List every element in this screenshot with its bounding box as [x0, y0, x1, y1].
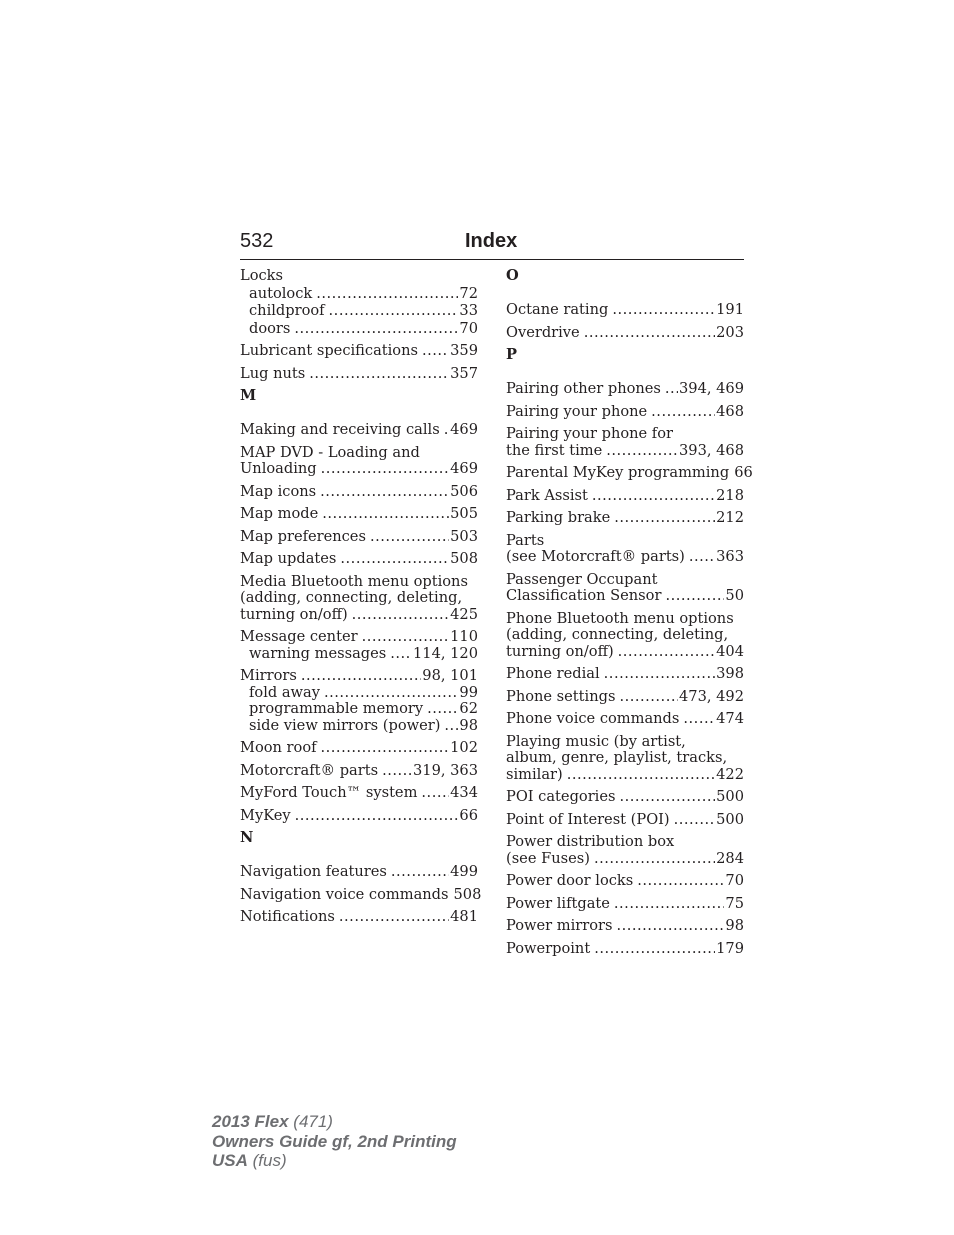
index-entry-line [506, 644, 744, 661]
entry-label: Navigation voice commands [240, 885, 449, 903]
index-entry-line [506, 443, 744, 460]
entry-label: Pairing your phone for [506, 425, 673, 442]
page-title: Index [465, 230, 518, 252]
entry-label: Pairing other phones [506, 380, 661, 397]
entry-label: Phone settings [506, 687, 616, 705]
entry-label: Power liftgate [506, 894, 610, 912]
footer [212, 1112, 457, 1171]
leader-dots [444, 422, 449, 439]
index-entry-line [240, 286, 478, 303]
index-entry-line [240, 268, 478, 285]
entry-label: Motorcraft® parts [240, 761, 379, 779]
entry-page-ref: 70 [725, 872, 744, 889]
entry-label: fold away [249, 683, 320, 701]
entry-page-ref: 473, 492 [679, 687, 744, 705]
leader-dots [444, 718, 458, 735]
entry-page-ref: 66 [734, 464, 753, 481]
entry-page-ref: 72 [459, 284, 478, 302]
index-entry-line [506, 750, 744, 767]
leader-dots [665, 381, 678, 398]
entry-label: Making and receiving calls [240, 421, 440, 438]
entry-page-ref: 319, 363 [413, 761, 478, 779]
index-entry-line [240, 909, 478, 926]
index-entry-line [240, 529, 478, 546]
entry-page-ref: 75 [725, 894, 744, 912]
leader-dots [421, 785, 449, 802]
entry-label: Phone redial [506, 665, 600, 682]
index-entry [240, 529, 478, 546]
entry-label: (adding, connecting, deleting, [506, 626, 729, 643]
index-entry [506, 381, 744, 398]
index-entry-line [240, 303, 478, 320]
index-entry [240, 885, 482, 904]
entry-label: Map preferences [240, 527, 366, 545]
index-entry-line [240, 366, 478, 383]
leader-dots [294, 321, 458, 338]
index-entry-line [506, 627, 744, 644]
leader-dots [604, 666, 715, 683]
index-entry-line [506, 488, 744, 505]
index-entry [506, 834, 744, 867]
leader-dots [612, 302, 715, 319]
index-entry [506, 918, 744, 935]
entry-page-ref: 110 [450, 628, 478, 645]
index-entry-line [506, 611, 744, 628]
entry-label: childproof [249, 302, 325, 319]
entry-label: (adding, connecting, deleting, [240, 589, 463, 606]
index-entry-line [506, 381, 744, 398]
index-entry-line [240, 740, 478, 757]
index-entry-line [506, 941, 744, 958]
entry-label: the first time [506, 441, 603, 459]
entry-label: Phone voice commands [506, 710, 680, 727]
index-entry-line [240, 646, 478, 663]
entry-page-ref: 179 [716, 939, 744, 957]
leader-dots [606, 443, 678, 460]
leader-dots [295, 808, 459, 825]
leader-dots [370, 529, 449, 546]
leader-dots [391, 864, 449, 881]
index-entry-line [240, 551, 478, 568]
entry-label: Powerpoint [506, 939, 591, 957]
entry-page-ref: 500 [716, 788, 744, 805]
index-entry-line [240, 590, 478, 607]
leader-dots [340, 551, 449, 568]
entry-label: MyFord Touch™ system [240, 784, 418, 801]
entry-label: similar) [506, 765, 563, 783]
entry-page-ref: 114, 120 [413, 644, 478, 662]
entry-label: Notifications [240, 908, 335, 925]
index-entry [506, 666, 744, 683]
entry-page-ref: 284 [716, 849, 744, 867]
leader-dots [594, 941, 715, 958]
entry-page-ref: 508 [450, 550, 478, 567]
leader-dots [619, 789, 715, 806]
entry-label: Mirrors [240, 667, 297, 684]
leader-dots [614, 510, 715, 527]
index-entry-line [240, 701, 478, 718]
entry-page-ref: 469 [450, 460, 478, 477]
index-entry-line [506, 588, 744, 605]
entry-label: turning on/off) [240, 605, 348, 623]
index-entry-line [506, 711, 744, 728]
entry-page-ref: 505 [450, 505, 478, 522]
index-entry [506, 510, 744, 527]
leader-dots [322, 506, 449, 523]
entry-label: Parking brake [506, 509, 611, 526]
entry-label: Phone Bluetooth menu options [506, 609, 734, 627]
footer-line-2: Owners Guide gf, 2nd Printing [212, 1131, 457, 1151]
entry-label: MyKey [240, 806, 291, 824]
index-entry-line [506, 572, 744, 589]
entry-page-ref: 212 [716, 509, 744, 526]
leader-dots [321, 461, 450, 478]
leader-dots [567, 767, 715, 784]
entry-page-ref: 474 [716, 710, 744, 727]
index-entry-line [506, 767, 744, 784]
entry-page-ref: 404 [716, 642, 744, 660]
index-entry [240, 740, 478, 757]
index-entry [240, 445, 478, 478]
entry-page-ref: 506 [450, 482, 478, 500]
leader-dots [362, 629, 450, 646]
entry-page-ref: 469 [450, 421, 478, 438]
index-entry-line [240, 629, 478, 646]
entry-page-ref: 50 [725, 587, 744, 604]
index-entry [240, 551, 478, 568]
index-column-right [506, 267, 753, 963]
index-entry-line [506, 789, 744, 806]
leader-dots [324, 685, 458, 702]
index-entry [506, 426, 744, 459]
index-entry [506, 488, 744, 505]
entry-label: MAP DVD - Loading and [240, 443, 420, 461]
entry-page-ref: 98 [725, 917, 744, 934]
leader-dots [382, 763, 412, 780]
index-entry [506, 896, 744, 913]
index-entry [506, 711, 744, 728]
index-entry-line [506, 689, 744, 706]
index-entry-line [240, 445, 478, 462]
index-entry [506, 611, 744, 661]
index-entry [506, 689, 744, 706]
index-entry-line [240, 763, 478, 780]
leader-dots [637, 873, 724, 890]
index-entry-line [240, 808, 478, 825]
entry-label: Octane rating [506, 301, 609, 318]
entry-page-ref: 357 [450, 364, 478, 382]
index-entry [506, 873, 744, 890]
index-entry-line [506, 812, 744, 829]
entry-label: Moon roof [240, 739, 317, 756]
leader-dots [592, 488, 715, 505]
index-entry-line [506, 549, 744, 566]
index-entry-line [240, 785, 478, 802]
index-entry-line [506, 404, 744, 421]
entry-page-ref: 98 [459, 716, 478, 734]
index-entry-line [240, 668, 478, 685]
entry-label: Overdrive [506, 323, 580, 341]
leader-dots [584, 325, 715, 342]
index-entry [240, 268, 478, 285]
footer-line-1: 2013 Flex (471) [212, 1112, 333, 1131]
index-column-left [240, 267, 482, 932]
index-entry-line [240, 685, 478, 702]
index-entry [240, 303, 478, 320]
index-entry-line [506, 918, 744, 935]
index-entry-line [240, 718, 478, 735]
index-letter-heading: M [240, 387, 257, 404]
entry-label: Message center [240, 628, 358, 645]
index-entry-line [506, 851, 744, 868]
entry-label: Map icons [240, 482, 317, 500]
entry-page-ref: 102 [450, 739, 478, 756]
index-entry-line [506, 533, 744, 550]
entry-label: Map mode [240, 505, 319, 522]
index-entry-line [240, 343, 478, 360]
index-entry-line [506, 834, 744, 851]
leader-dots [594, 851, 715, 868]
entry-page-ref: 98, 101 [422, 667, 478, 684]
entry-page-ref: 425 [450, 605, 478, 623]
index-entry-line [240, 864, 478, 881]
index-entry [240, 909, 478, 926]
index-entry-line [506, 896, 744, 913]
entry-label: Unloading [240, 460, 317, 477]
entry-label: Power distribution box [506, 833, 675, 850]
entry-label: (see Motorcraft® parts) [506, 548, 685, 565]
index-letter-heading: O [506, 267, 519, 284]
entry-page-ref: 363 [716, 548, 744, 565]
index-entry [240, 321, 478, 338]
leader-dots [689, 549, 715, 566]
leader-dots [390, 646, 412, 663]
index-entry [240, 629, 478, 662]
index-entry [240, 484, 478, 501]
entry-page-ref: 203 [716, 323, 744, 341]
index-entry-line [506, 510, 744, 527]
entry-label: warning messages [249, 644, 387, 662]
entry-label: album, genre, playlist, tracks, [506, 749, 728, 766]
entry-page-ref: 468 [716, 402, 744, 420]
leader-dots [339, 909, 449, 926]
entry-label: (see Fuses) [506, 849, 590, 867]
entry-label: autolock [249, 284, 313, 302]
index-entry [240, 668, 478, 734]
entry-page-ref: 218 [716, 486, 744, 504]
leader-dots [320, 484, 449, 501]
entry-label: POI categories [506, 788, 616, 805]
entry-page-ref: 508 [453, 885, 482, 903]
index-entry [506, 789, 744, 806]
entry-label: Pairing your phone [506, 402, 648, 420]
entry-label: Point of Interest (POI) [506, 810, 670, 828]
leader-dots [321, 740, 450, 757]
entry-page-ref: 70 [459, 319, 478, 337]
entry-page-ref: 99 [459, 683, 478, 701]
entry-label: Park Assist [506, 486, 588, 504]
leader-dots [316, 286, 458, 303]
index-entry-line [240, 321, 478, 338]
entry-page-ref: 398 [716, 665, 744, 682]
leader-dots [616, 918, 724, 935]
entry-label: Classification Sensor [506, 587, 662, 604]
entry-page-ref: 393, 468 [679, 441, 744, 459]
index-entry-line [506, 666, 744, 683]
entry-label: Navigation features [240, 863, 387, 880]
entry-label: Lubricant specifications [240, 342, 418, 359]
index-entry [506, 533, 744, 566]
leader-dots [665, 588, 724, 605]
leader-dots [614, 896, 725, 913]
entry-label: Passenger Occupant [506, 570, 658, 588]
entry-page-ref: 481 [450, 908, 478, 925]
index-entry [506, 464, 753, 482]
index-entry [506, 941, 744, 958]
index-entry [240, 343, 478, 360]
index-entry-line [240, 607, 478, 624]
index-entry-line [506, 426, 744, 443]
index-entry-line [240, 484, 478, 501]
leader-dots [674, 812, 716, 829]
entry-page-ref: 66 [459, 806, 478, 824]
index-entry [506, 734, 744, 784]
index-entry [506, 812, 744, 829]
entry-page-ref: 503 [450, 527, 478, 545]
entry-page-ref: 500 [716, 810, 744, 828]
index-entry-line [240, 422, 478, 439]
entry-page-ref: 359 [450, 342, 478, 359]
index-entry-line [240, 506, 478, 523]
index-entry [240, 785, 478, 802]
index-entry [240, 864, 478, 881]
entry-label: Lug nuts [240, 364, 306, 382]
index-entry [240, 422, 478, 439]
footer-line-3: USA (fus) [212, 1151, 287, 1170]
index-entry [506, 404, 744, 421]
index-entry [240, 763, 478, 780]
index-entry-line [506, 734, 744, 751]
entry-label: Power mirrors [506, 917, 613, 934]
entry-label: Power door locks [506, 872, 634, 889]
entry-page-ref: 434 [450, 784, 478, 801]
index-entry-line [506, 873, 744, 890]
leader-dots [329, 303, 459, 320]
index-entry [240, 286, 478, 303]
index-letter-heading: N [240, 829, 254, 846]
leader-dots [422, 343, 449, 360]
index-entry [506, 572, 744, 605]
entry-label: Map updates [240, 550, 337, 567]
entry-page-ref: 191 [716, 301, 744, 318]
leader-dots [427, 701, 458, 718]
index-entry [240, 808, 478, 825]
index-entry [240, 506, 478, 523]
entry-page-ref: 422 [716, 765, 744, 783]
index-entry-line [506, 302, 744, 319]
index-entry-line [506, 464, 753, 482]
entry-label: side view mirrors (power) [249, 716, 441, 734]
index-entry-line [240, 574, 478, 591]
entry-label: turning on/off) [506, 642, 614, 660]
entry-page-ref: 499 [450, 863, 478, 880]
index-entry-line [506, 325, 744, 342]
leader-dots [651, 404, 715, 421]
index-letter-heading: P [506, 346, 517, 363]
entry-label: Media Bluetooth menu options [240, 572, 468, 590]
entry-label: doors [249, 319, 291, 337]
index-entry [506, 325, 744, 342]
entry-label: Locks [240, 267, 283, 284]
entry-label: Parts [506, 531, 545, 549]
page-header [240, 229, 744, 260]
leader-dots [619, 689, 678, 706]
index-entry [240, 366, 478, 383]
index-entry-line [240, 885, 482, 904]
leader-dots [618, 644, 716, 661]
entry-page-ref: 394, 469 [679, 380, 744, 397]
leader-dots [683, 711, 715, 728]
entry-label: programmable memory [249, 700, 424, 717]
index-entry-line [240, 461, 478, 478]
page-number: 532 [240, 230, 274, 252]
index-entry [506, 302, 744, 319]
entry-page-ref: 33 [459, 302, 478, 319]
entry-label: Parental MyKey programming [506, 464, 730, 481]
leader-dots [352, 607, 450, 624]
entry-page-ref: 62 [459, 700, 478, 717]
index-entry [240, 574, 478, 624]
leader-dots [309, 366, 449, 383]
entry-label: Playing music (by artist, [506, 732, 686, 750]
leader-dots [301, 668, 421, 685]
